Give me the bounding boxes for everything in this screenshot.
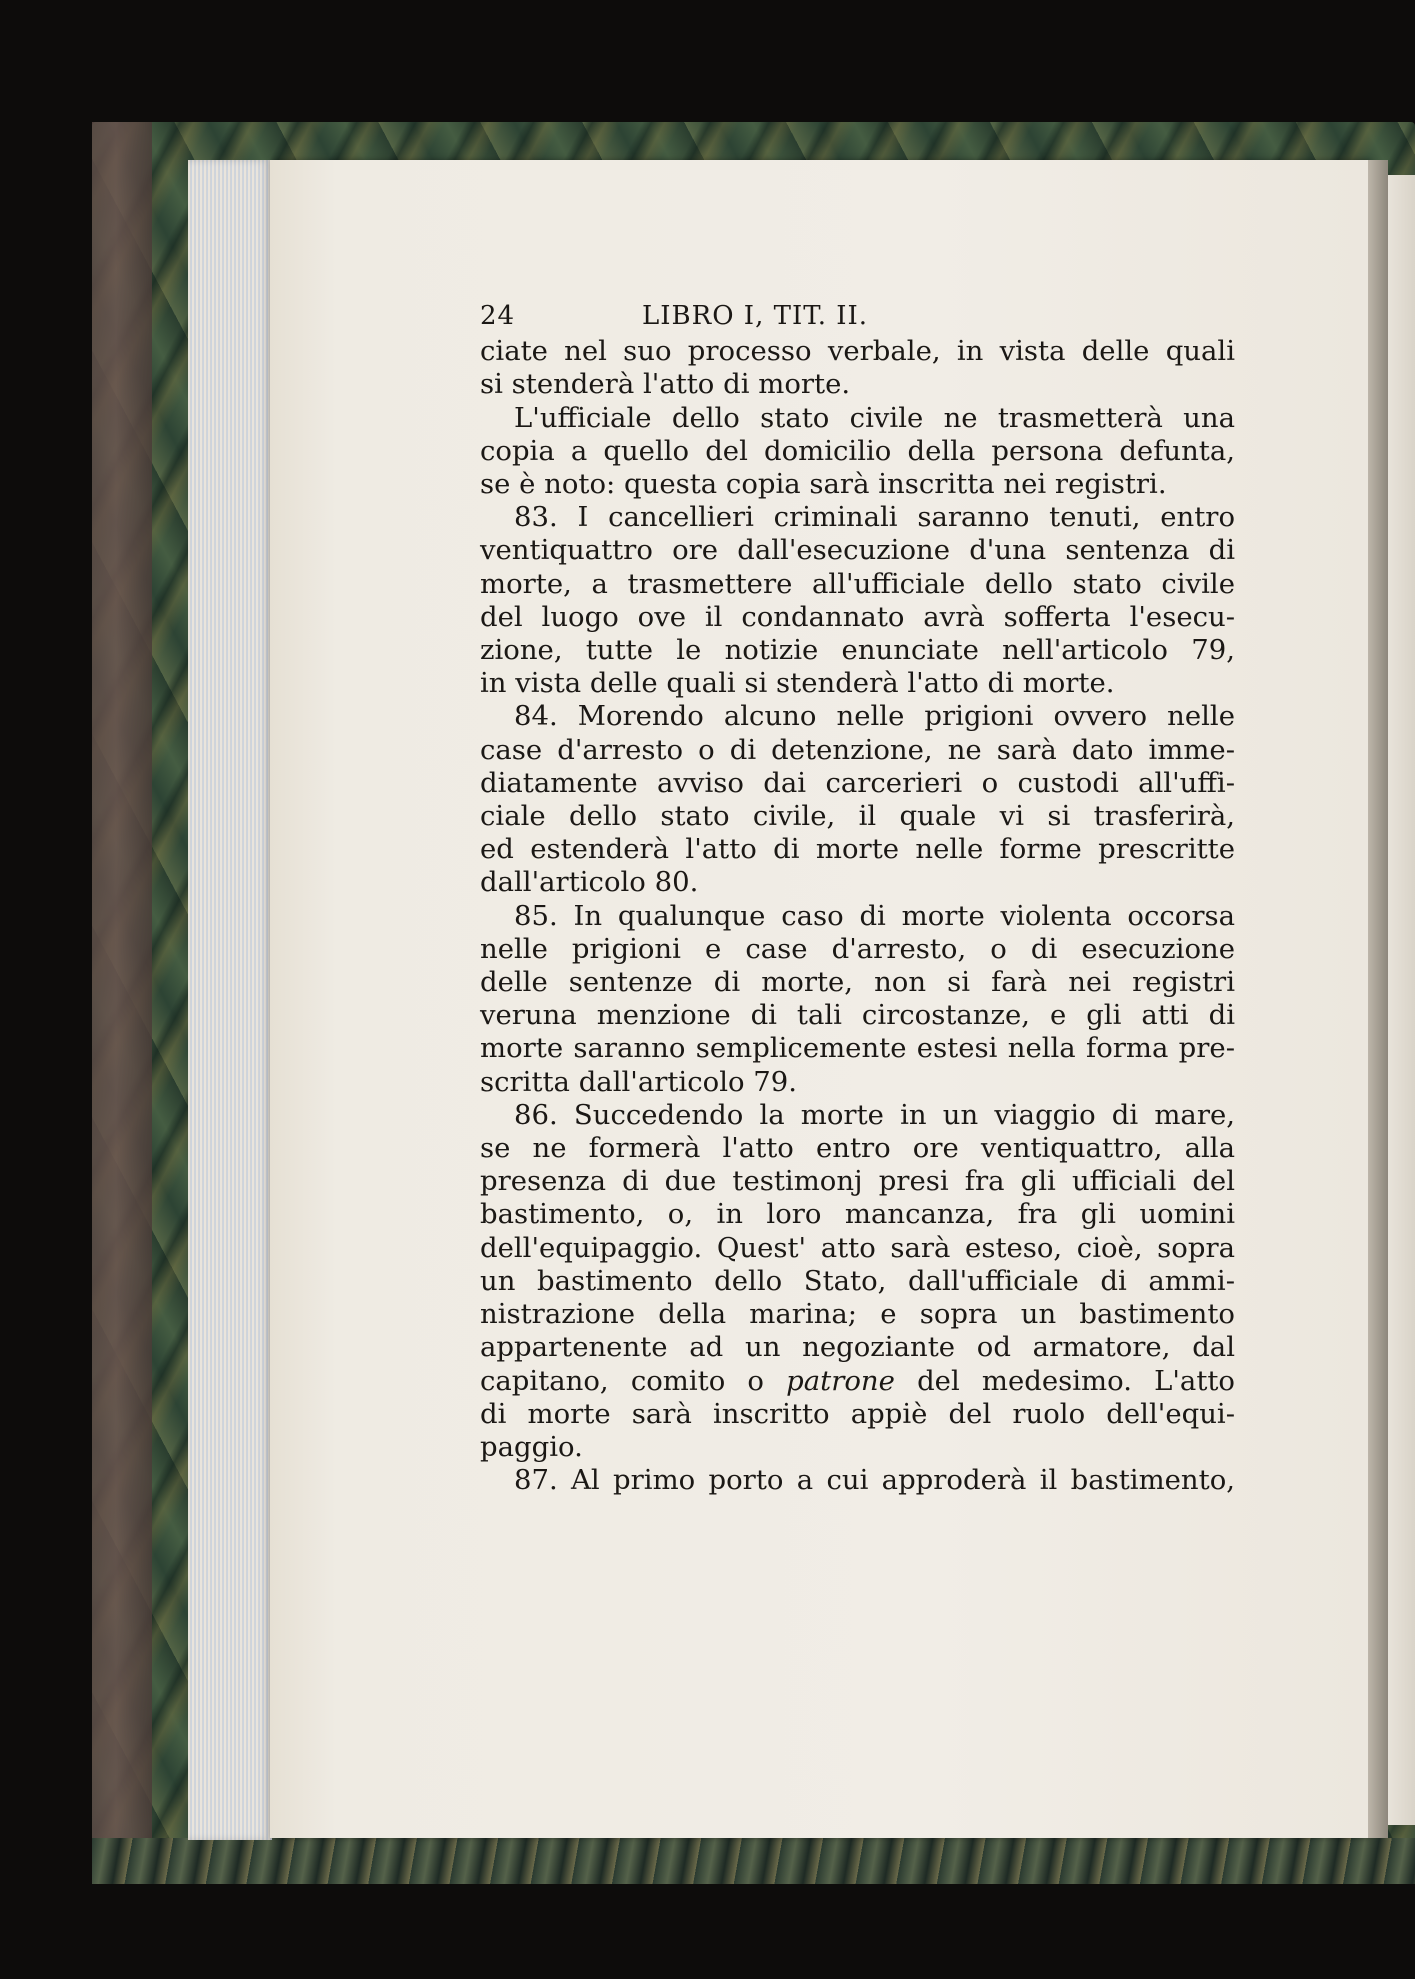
text-line: un bastimento dello Stato, dall'ufficiale di ammi- [480,1264,1235,1297]
text-line: nistrazione della marina; e sopra un bastimento [480,1298,1235,1331]
text-line: 86. Succedendo la morte in un viaggio di mare, [514,1098,1235,1131]
text-line: scritta dall'articolo 79. [480,1065,798,1098]
text-line: paggio. [480,1430,583,1463]
text-line: diatamente avviso dai carcerieri o custodi all'uffi- [480,766,1235,799]
text-line: del luogo ove il condannato avrà sofferta l'esecu- [480,600,1235,633]
text-line: presenza di due testimonj presi fra gli ufficiali del [480,1165,1235,1198]
text-line: zione, tutte le notizie enunciate nell'articolo 79, [480,634,1235,667]
cover-spine-edge [92,122,152,1884]
text-line: 87. Al primo porto a cui approderà il bastimento, [514,1464,1235,1497]
facing-page-edge [1388,175,1415,1825]
running-title: LIBRO I, TIT. II. [642,301,869,331]
page-stack-edge [188,160,272,1840]
running-header [480,300,1235,333]
text-line: case d'arresto o di detenzione, ne sarà dato imme- [480,733,1235,766]
text-line: delle sentenze di morte, non si farà nei registri [480,966,1235,999]
text-line: di morte sarà inscritto appiè del ruolo dell'equi- [480,1397,1235,1430]
text-line: se è noto: questa copia sarà inscritta nei registri. [480,468,1167,501]
page-text-block [480,300,1235,1497]
text-line: ed estenderà l'atto di morte nelle forme prescritte [480,833,1235,866]
text-line: morte, a trasmettere all'ufficiale dello stato civile [480,567,1235,600]
text-line: nelle prigioni e case d'arresto, o di esecuzione [480,932,1235,965]
text-line: 84. Morendo alcuno nelle prigioni ovvero nelle [514,700,1235,733]
text-line: L'ufficiale dello stato civile ne trasmetterà una [514,401,1235,434]
text-line: ciale dello stato civile, il quale vi si trasferirà, [480,800,1235,833]
body-text [480,335,1235,1497]
text-line: veruna menzione di tali circostanze, e gli atti di [480,999,1235,1032]
text-line: morte saranno semplicemente estesi nella forma pre- [480,1032,1235,1065]
text-line: 83. I cancellieri criminali saranno tenuti, entro [514,501,1235,534]
page-gutter [1368,160,1388,1838]
cover-bottom-edge [92,1838,1415,1884]
text-line: 85. In qualunque caso di morte violenta occorsa [514,899,1235,932]
text-line: se ne formerà l'atto entro ore ventiquattro, alla [480,1132,1235,1165]
text-line: bastimento, o, in loro mancanza, fra gli uomini [480,1198,1235,1231]
italic-word: patrone [786,1364,895,1397]
text-line: in vista delle quali si stenderà l'atto di morte. [480,667,1115,700]
text-line: dell'equipaggio. Quest' atto sarà esteso, cioè, sopra [480,1231,1235,1264]
text-line: dall'articolo 80. [480,866,699,899]
text-line: si stenderà l'atto di morte. [480,368,851,401]
text-line: appartenente ad un negoziante od armatore, dal [480,1331,1235,1364]
page-number: 24 [480,301,516,331]
text-line: copia a quello del domicilio della persona defunta, [480,434,1235,467]
text-line: ventiquattro ore dall'esecuzione d'una sentenza di [480,534,1235,567]
text-line: capitano, comito o patrone del medesimo. L'atto [480,1364,1235,1397]
text-line: ciate nel suo processo verbale, in vista delle quali [480,335,1235,368]
